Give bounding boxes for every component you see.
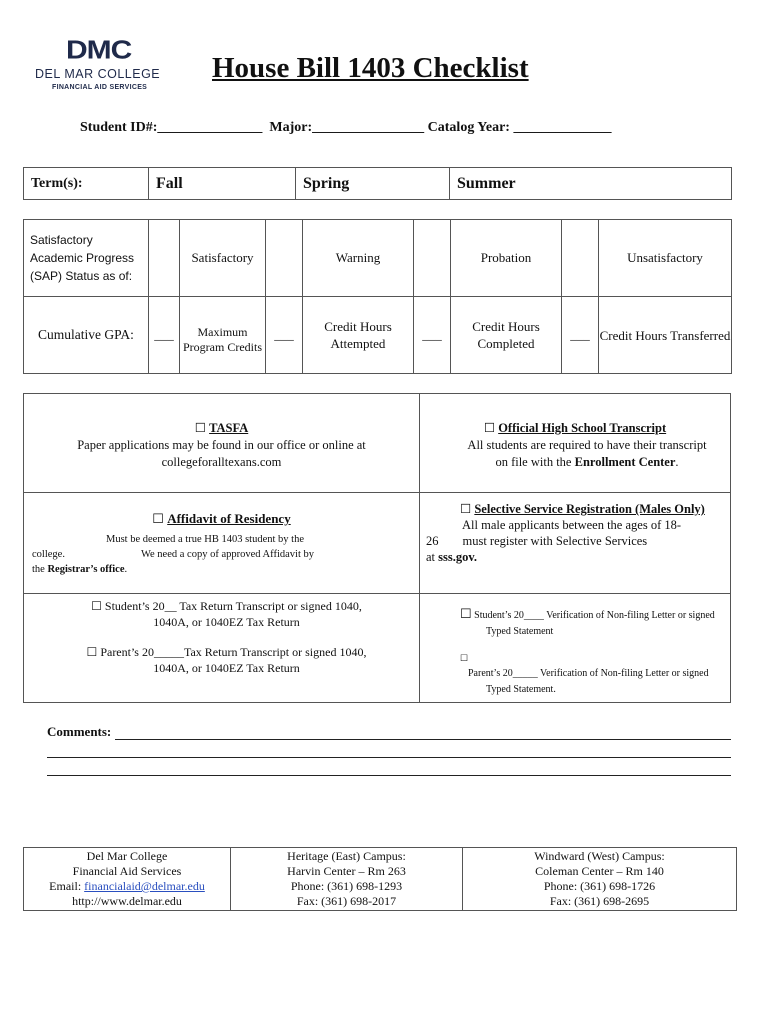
terms-table — [23, 167, 732, 200]
sap-table — [23, 219, 732, 374]
parent-non-filing: Parent’s 20_____ Verification of Non-filing Letter or signed — [468, 668, 709, 679]
credit-hours-attempted: Credit Hours Attempted — [303, 297, 414, 374]
hs-transcript-text: All students are required to have their transcript on file with the Enrollment Center. — [467, 438, 707, 469]
max-credits-blank: ___ — [266, 297, 303, 374]
hs-transcript-cell — [420, 394, 731, 493]
footer-east-campus — [231, 848, 463, 911]
documents-table — [23, 393, 731, 703]
east-campus-name: Heritage (East) Campus: — [287, 849, 406, 863]
comments-line-1[interactable] — [115, 739, 731, 740]
selective-service-title: Selective Service Registration (Males Only) — [474, 502, 705, 516]
selective-service-cell — [420, 493, 731, 594]
parent-non-filing-2: Typed Statement. — [486, 684, 556, 695]
status-probation: Probation — [451, 220, 562, 297]
status-warning: Warning — [303, 220, 414, 297]
tasfa-title: TASFA — [209, 421, 249, 435]
west-campus-room: Coleman Center – Rm 140 — [535, 864, 664, 878]
footer-main-office — [24, 848, 231, 911]
selective-text-2: 26 must register with Selective Services — [426, 534, 648, 548]
tasfa-text: Paper applications may be found in our office or online at collegeforalltexans.com — [77, 438, 366, 469]
comments-line-3[interactable] — [47, 775, 731, 776]
affidavit-text-1: Must be deemed a true HB 1403 student by the — [106, 534, 305, 545]
parent-non-filing-checkbox[interactable]: ☐ — [460, 653, 469, 663]
student-non-filing-2: Typed Statement — [486, 626, 554, 637]
term-spring: Spring — [296, 168, 450, 200]
selective-text-3: at sss.gov. — [426, 550, 478, 564]
credit-hours-completed: Credit Hours Completed — [451, 297, 562, 374]
page-title: House Bill 1403 Checklist — [212, 52, 529, 84]
tasfa-checkbox[interactable]: ☐ — [194, 421, 206, 435]
footer-west-campus — [463, 848, 737, 911]
east-campus-fax: Fax: (361) 698-2017 — [296, 894, 397, 908]
non-filing-cell — [420, 594, 731, 703]
sap-blank-cell — [266, 220, 303, 297]
footer-college-name: Del Mar College — [86, 849, 168, 863]
affidavit-cell — [24, 493, 420, 594]
affidavit-text-3: the Registrar’s office. — [32, 564, 128, 575]
student-id-line: Student ID#:_______________ Major:________________ Catalog Year: ______________ — [80, 120, 612, 135]
selective-text-1: All male applicants between the ages of 18- — [462, 518, 682, 532]
completed-blank: ___ — [562, 297, 599, 374]
east-campus-phone: Phone: (361) 698-1293 — [290, 879, 403, 893]
gpa-label: Cumulative GPA: — [24, 297, 149, 374]
tasfa-cell — [24, 394, 420, 493]
hs-transcript-checkbox[interactable]: ☐ — [483, 421, 496, 435]
tax-return-cell — [24, 594, 420, 703]
comments-label: Comments: — [47, 724, 112, 739]
terms-label: Term(s): — [24, 168, 149, 200]
sap-label: Satisfactory Academic Progress (SAP) Status as of: — [24, 220, 149, 297]
sap-blank-cell — [149, 220, 180, 297]
status-satisfactory: Satisfactory — [180, 220, 266, 297]
footer-department: Financial Aid Services — [72, 864, 182, 878]
selective-service-checkbox[interactable]: ☐ — [460, 502, 472, 516]
logo-department: FINANCIAL AID SERVICES — [52, 84, 148, 91]
affidavit-checkbox[interactable]: ☐ — [152, 511, 164, 526]
logo-mark: DMC — [66, 36, 132, 65]
gpa-blank: ___ — [149, 297, 180, 374]
logo-college-name: DEL MAR COLLEGE — [35, 67, 161, 81]
student-non-filing-checkbox[interactable]: ☐ — [460, 606, 472, 621]
term-summer: Summer — [450, 168, 732, 200]
hs-transcript-title: Official High School Transcript — [498, 421, 667, 435]
footer-website: http://www.delmar.edu — [72, 894, 182, 908]
term-fall: Fall — [149, 168, 296, 200]
email-link[interactable]: financialaid@delmar.edu — [84, 879, 205, 893]
footer-email: Email: financialaid@delmar.edu — [49, 879, 205, 893]
footer-contact-table — [23, 847, 737, 911]
west-campus-fax: Fax: (361) 698-2695 — [549, 894, 650, 908]
status-unsatisfactory: Unsatisfactory — [599, 220, 732, 297]
credit-hours-transferred: Credit Hours Transferred — [599, 297, 732, 374]
student-tax-checkbox[interactable]: ☐ — [91, 599, 102, 613]
student-tax-return: ☐ Student’s 20__ Tax Return Transcript or signed 1040, 1040A, or 1040EZ Tax Return — [91, 599, 362, 629]
max-program-credits: Maximum Program Credits — [180, 297, 266, 374]
west-campus-phone: Phone: (361) 698-1726 — [543, 879, 656, 893]
sap-blank-cell — [562, 220, 599, 297]
west-campus-name: Windward (West) Campus: — [534, 849, 665, 863]
parent-tax-return: ☐ Parent’s 20_____Tax Return Transcript or signed 1040, 1040A, or 1040EZ Tax Return — [86, 645, 367, 675]
sap-blank-cell — [414, 220, 451, 297]
attempted-blank: ___ — [414, 297, 451, 374]
comments-line-2[interactable] — [47, 757, 731, 758]
affidavit-text-2: college. We need a copy of approved Affidavit by — [32, 549, 314, 560]
east-campus-room: Harvin Center – Rm 263 — [287, 864, 406, 878]
parent-tax-checkbox[interactable]: ☐ — [86, 645, 98, 659]
student-non-filing: ☐ Student’s 20____ Verification of Non-filing Letter or signed — [460, 606, 715, 621]
affidavit-title: Affidavit of Residency — [167, 511, 291, 526]
